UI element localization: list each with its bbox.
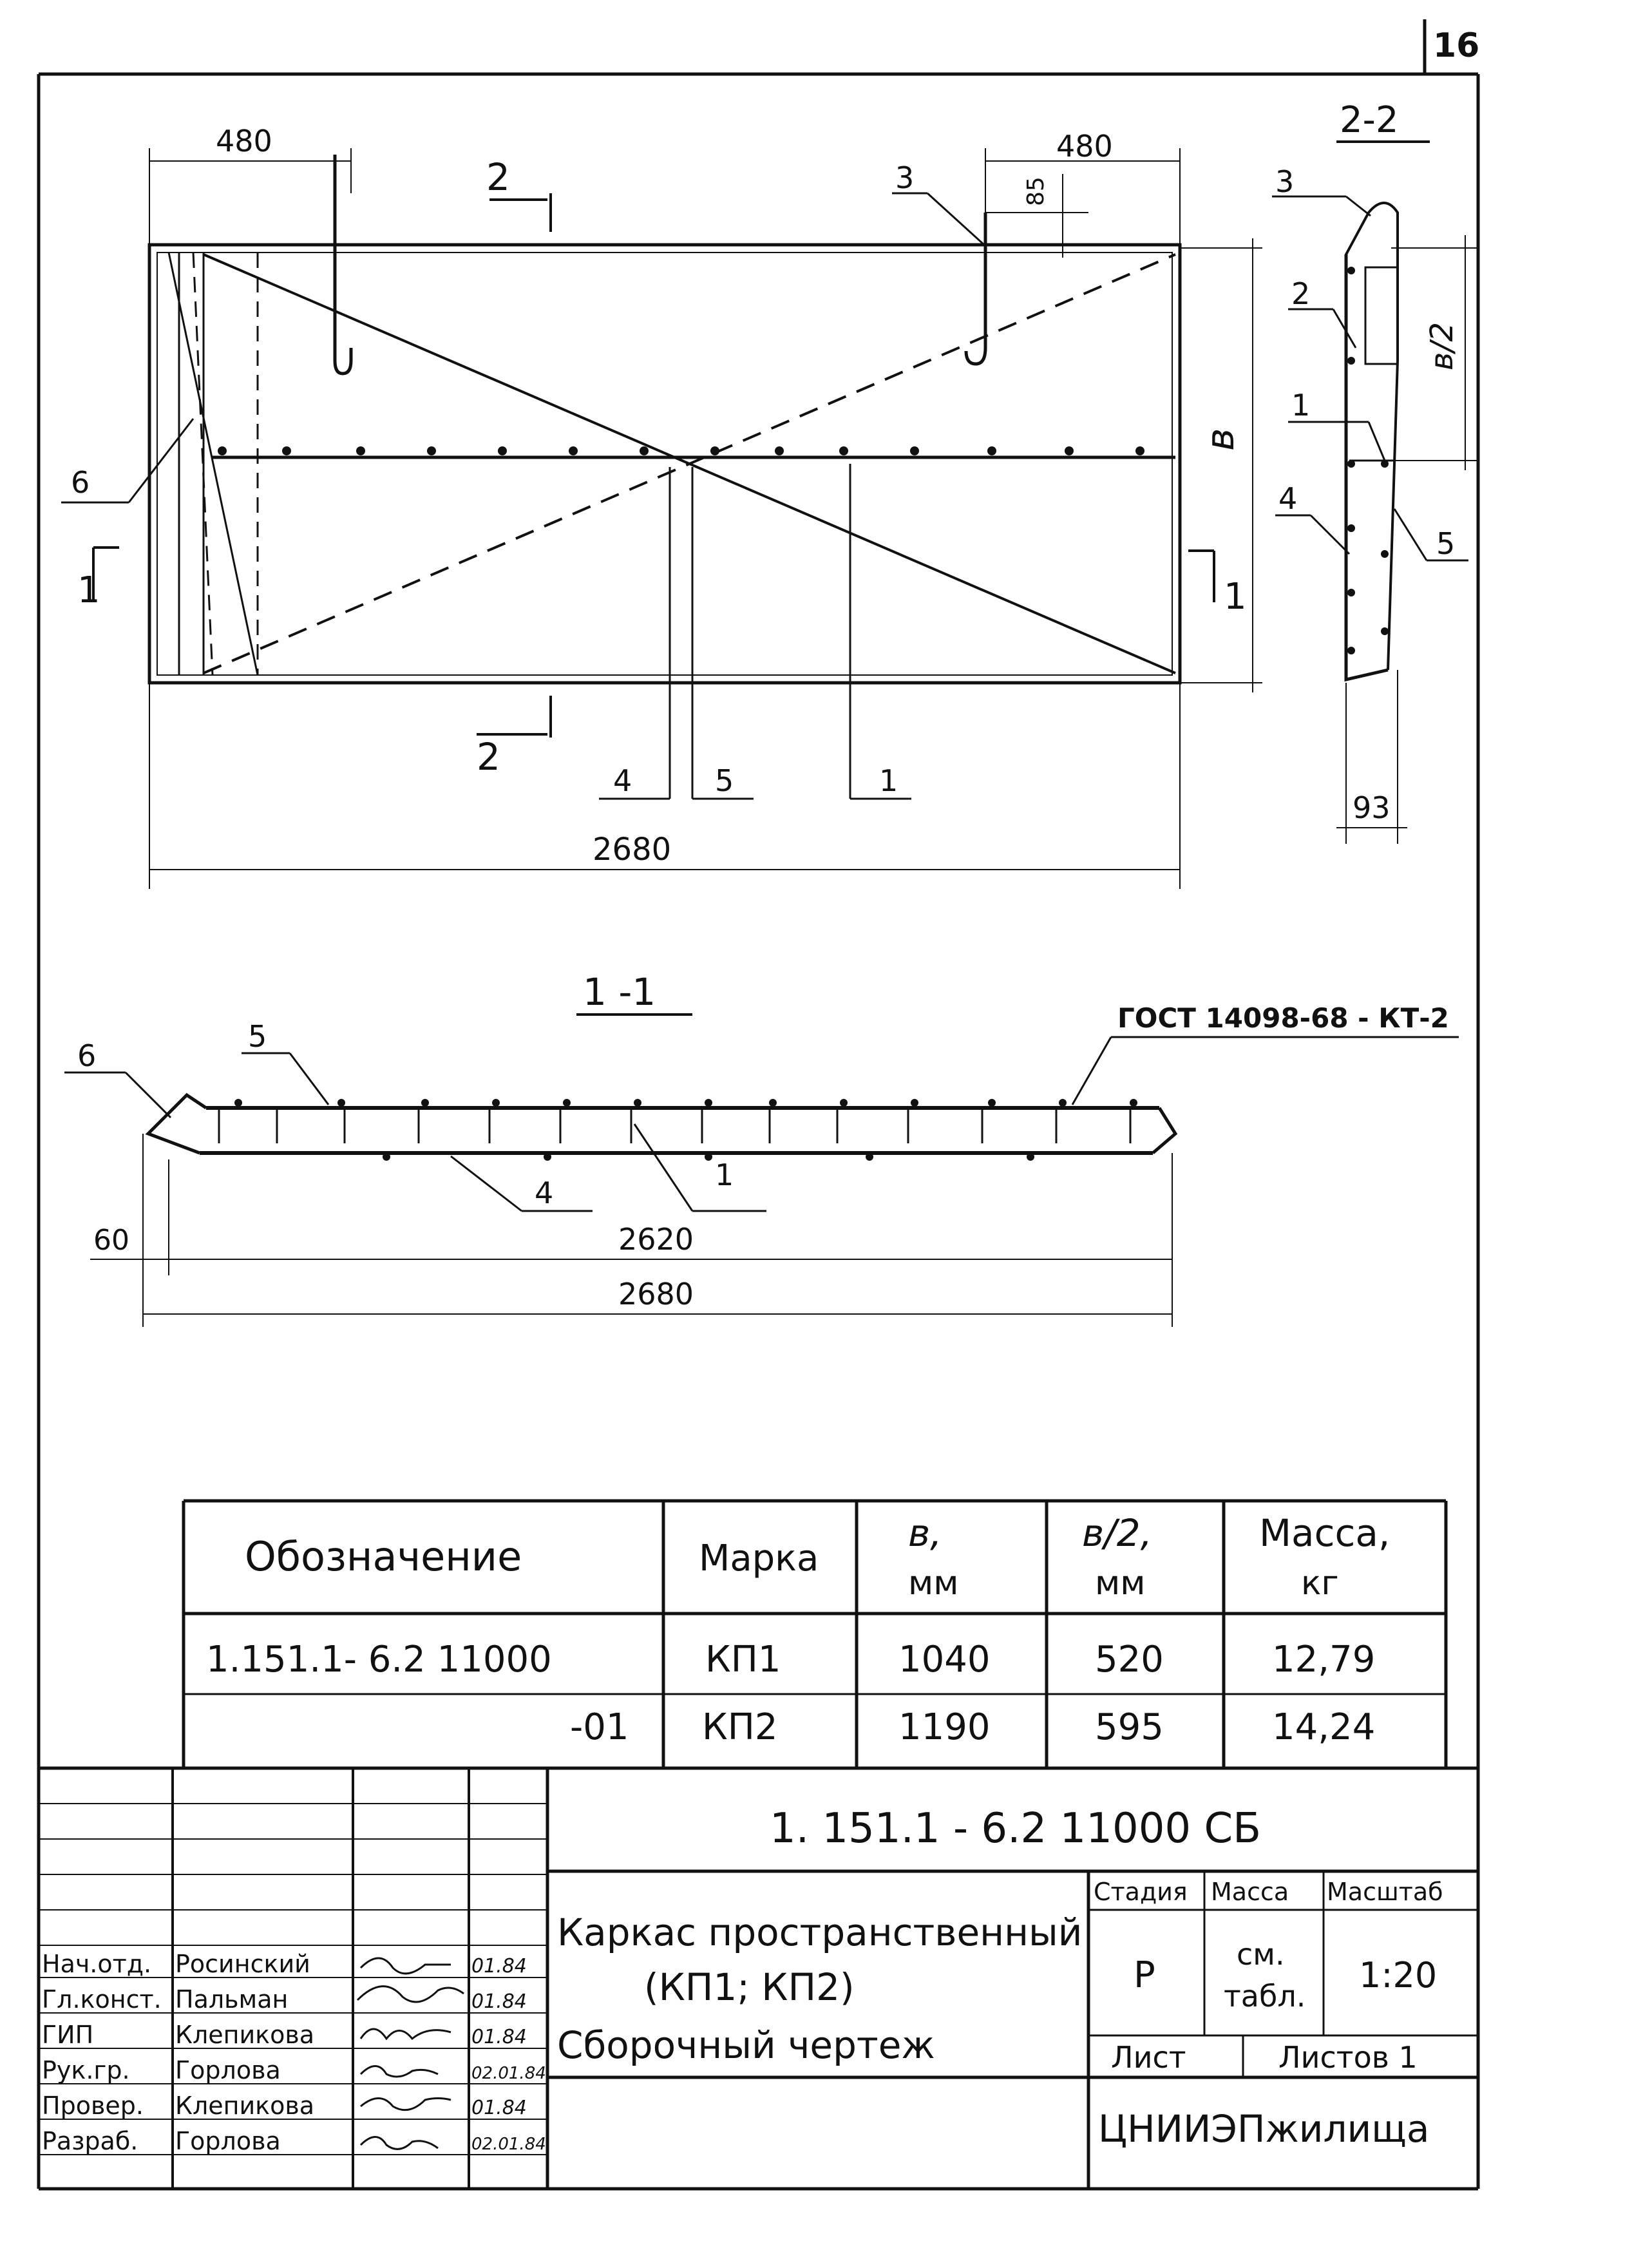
role-label: Провер. [42, 2092, 144, 2120]
row1-mass: 12,79 [1272, 1639, 1376, 1681]
stage-label: Стадия [1094, 1878, 1188, 1906]
scale-label: Масштаб [1327, 1878, 1443, 1906]
row2-mass: 14,24 [1272, 1706, 1376, 1748]
signature-mark [361, 2029, 451, 2039]
row2-b: 1190 [898, 1706, 991, 1748]
role-label: Гл.конст. [42, 1985, 162, 2014]
plan-callout-1: 1 [879, 763, 898, 798]
row2-mark: КП2 [702, 1706, 778, 1748]
section-2-2-callout-2: 2 [1291, 276, 1311, 311]
section-1-1-callout-6: 6 [77, 1038, 97, 1073]
title-line-3: Сборочный чертеж [557, 2023, 935, 2067]
section-1-1-dim-inner: 2620 [618, 1222, 694, 1257]
list-item [42, 2056, 546, 2084]
spec-table [184, 1501, 1446, 1768]
section-2-2-title: 2-2 [1340, 99, 1399, 141]
plan-section-1-right: 1 [1224, 576, 1247, 618]
list-item [42, 1950, 527, 1978]
plan-section-2-bottom: 2 [477, 735, 500, 779]
sign-date: 01.84 [471, 1990, 527, 2013]
person-name: Горлова [175, 2127, 281, 2155]
section-2-2-callout-1: 1 [1291, 388, 1311, 423]
person-name: Горлова [175, 2056, 281, 2084]
list-item [42, 2021, 527, 2049]
section-2-2-callout-3: 3 [1275, 164, 1295, 199]
list-item [42, 2092, 527, 2120]
header-b2-unit: мм [1095, 1564, 1146, 1603]
section-2-2-dim-width: 93 [1353, 790, 1391, 825]
header-mark: Марка [699, 1538, 819, 1579]
plan-dim-overall-width: 2680 [593, 832, 672, 868]
plan-callout-3: 3 [895, 160, 915, 195]
signature-mark [361, 2137, 438, 2149]
row1-b: 1040 [898, 1639, 991, 1681]
list-item [42, 1985, 527, 2014]
stage-value: Р [1134, 1954, 1155, 1996]
plan-section-1-left: 1 [77, 569, 100, 611]
document-code: 1. 151.1 - 6.2 11000 СБ [770, 1805, 1262, 1853]
title-line-2: (КП1; КП2) [644, 1965, 855, 2009]
person-name: Клепикова [175, 2092, 315, 2120]
signature-mark [361, 2066, 438, 2077]
section-1-1-dim-offset: 60 [93, 1224, 129, 1257]
organization: ЦНИИЭПжилища [1098, 2107, 1430, 2151]
row1-designation: 1.151.1- 6.2 11000 [206, 1639, 552, 1681]
title-block [39, 1768, 1478, 2189]
person-name: Пальман [175, 1985, 289, 2014]
mass-value-line-1: см. [1237, 1937, 1285, 1972]
row1-mark: КП1 [705, 1639, 781, 1681]
sheet-frame [39, 19, 1479, 2189]
plan-dim-right-hook: 480 [1056, 129, 1113, 164]
title-line-1: Каркас пространственный [557, 1911, 1083, 1954]
section-2-2-dim-half: в/2 [1424, 322, 1460, 370]
section-1-1-title: 1 -1 [583, 970, 656, 1014]
section-2-2-callout-4: 4 [1278, 481, 1298, 516]
plan-dim-height: в [1198, 428, 1243, 451]
section-2-2-callout-5: 5 [1436, 526, 1456, 561]
table-row [206, 1639, 1375, 1681]
section-1-1-callout-1: 1 [715, 1158, 734, 1192]
sign-date: 01.84 [471, 2026, 527, 2048]
sign-date: 02.01.84 [471, 2135, 546, 2154]
signature-mark [361, 1958, 451, 1974]
person-name: Росинский [175, 1950, 310, 1978]
sign-date: 01.84 [471, 2097, 527, 2119]
plan-callout-5: 5 [715, 763, 734, 798]
section-1-1-callout-5: 5 [248, 1019, 267, 1054]
header-mass-sym: Масса, [1259, 1511, 1391, 1555]
header-b2-sym: в/2, [1082, 1511, 1153, 1555]
header-mass-unit: кг [1301, 1564, 1339, 1603]
person-name: Клепикова [175, 2021, 315, 2049]
row2-designation: -01 [570, 1706, 629, 1748]
sheet-number: 16 [1433, 26, 1480, 65]
plan-view [61, 124, 1262, 889]
mass-value-line-2: табл. [1224, 1979, 1306, 2014]
mass-label: Масса [1211, 1878, 1289, 1906]
plan-dim-left-hook: 480 [216, 124, 272, 158]
plan-dim-hook-depth: 85 [1023, 176, 1049, 206]
role-label: Разраб. [42, 2127, 138, 2155]
role-label: Нач.отд. [42, 1950, 152, 1978]
sign-date: 01.84 [471, 1955, 527, 1977]
section-1-1-callout-4: 4 [535, 1176, 554, 1210]
sheet-label: Лист [1111, 2040, 1186, 2075]
signature-mark [361, 2099, 451, 2110]
section-2-2 [1272, 99, 1478, 844]
roles-list [42, 1950, 546, 2155]
sheets-label: Листов 1 [1278, 2040, 1418, 2075]
header-b-sym: в, [908, 1511, 942, 1555]
sign-date: 02.01.84 [471, 2064, 546, 2083]
role-label: Рук.гр. [42, 2056, 130, 2084]
scale-value: 1:20 [1359, 1955, 1438, 1996]
table-row [570, 1706, 1375, 1748]
plan-callout-4: 4 [613, 763, 632, 798]
section-1-1-gost: ГОСТ 14098-68 - КТ-2 [1117, 1002, 1449, 1034]
plan-section-2-top: 2 [486, 155, 510, 199]
section-1-1 [64, 970, 1459, 1327]
plan-callout-6: 6 [71, 465, 90, 500]
role-label: ГИП [42, 2021, 94, 2049]
signature-mark [357, 1987, 464, 2002]
list-item [42, 2127, 546, 2155]
section-1-1-dim-overall: 2680 [618, 1277, 694, 1311]
header-designation: Обозначение [245, 1533, 522, 1580]
row2-b2: 595 [1095, 1706, 1164, 1748]
header-b-unit: мм [908, 1564, 959, 1603]
row1-b2: 520 [1095, 1639, 1164, 1681]
